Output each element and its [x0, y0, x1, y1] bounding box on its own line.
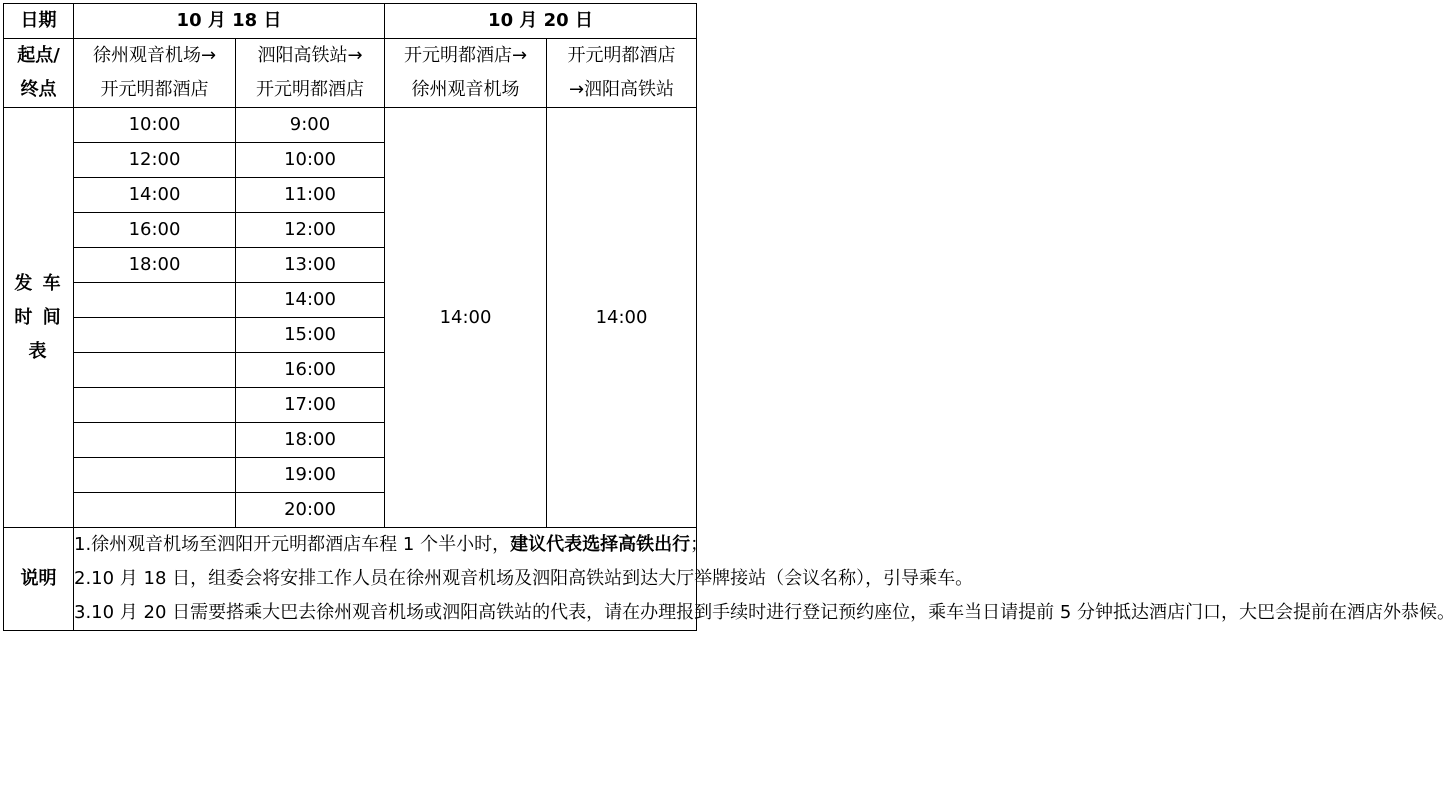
time-cell — [74, 423, 236, 458]
time-cell: 10:00 — [74, 108, 236, 143]
route-airport-to-hotel: 徐州观音机场→ 开元明都酒店 — [74, 39, 236, 108]
time-cell: 14:00 — [236, 283, 385, 318]
note-1: 1.徐州观音机场至泗阳开元明都酒店车程 1 个半小时，建议代表选择高铁出行； — [74, 534, 709, 555]
note-1-emphasis: 建议代表选择高铁出行 — [510, 534, 691, 555]
time-cell: 12:00 — [74, 143, 236, 178]
note-2: 2.10 月 18 日，组委会将安排工作人员在徐州观音机场及泗阳高铁站到达大厅举牌接站（会议名称），引导乘车。 — [74, 568, 974, 589]
route-hotel-to-hsr: 开元明都酒店 →泗阳高铁站 — [547, 39, 697, 108]
timetable-label: 发 车 时 间 表 — [4, 108, 74, 528]
time-cell: 19:00 — [236, 458, 385, 493]
date-oct-20: 10 月 20 日 — [385, 4, 697, 39]
time-cell: 10:00 — [236, 143, 385, 178]
time-cell: 14:00 — [74, 178, 236, 213]
time-cell: 16:00 — [74, 213, 236, 248]
time-cell: 11:00 — [236, 178, 385, 213]
route-hsr-to-hotel: 泗阳高铁站→ 开元明都酒店 — [236, 39, 385, 108]
notes-content — [74, 528, 1455, 631]
note-3: 3.10 月 20 日需要搭乘大巴去徐州观音机场或泗阳高铁站的代表，请在办理报到手续时进行登记预约座位，乘车当日请提前 5 分钟抵达酒店门口，大巴会提前在酒店外恭候。 — [74, 602, 1455, 623]
time-cell: 15:00 — [236, 318, 385, 353]
time-cell — [74, 283, 236, 318]
shuttle-schedule-table — [3, 3, 1455, 631]
timetable-row — [4, 108, 697, 143]
time-cell: 16:00 — [236, 353, 385, 388]
time-cell — [74, 353, 236, 388]
time-cell — [74, 493, 236, 528]
date-oct-18: 10 月 18 日 — [74, 4, 385, 39]
date-label: 日期 — [4, 4, 74, 39]
time-hotel-to-hsr: 14:00 — [547, 108, 697, 528]
time-cell: 17:00 — [236, 388, 385, 423]
notes-row — [4, 528, 697, 631]
time-cell — [74, 458, 236, 493]
date-row — [4, 4, 697, 39]
notes-label: 说明 — [4, 528, 74, 631]
time-hotel-to-airport: 14:00 — [385, 108, 547, 528]
time-cell: 20:00 — [236, 493, 385, 528]
time-cell: 18:00 — [74, 248, 236, 283]
time-cell — [74, 318, 236, 353]
time-cell: 13:00 — [236, 248, 385, 283]
time-cell: 18:00 — [236, 423, 385, 458]
route-hotel-to-airport: 开元明都酒店→ 徐州观音机场 — [385, 39, 547, 108]
time-cell — [74, 388, 236, 423]
route-label: 起点/ 终点 — [4, 39, 74, 108]
route-row — [4, 39, 697, 108]
time-cell: 9:00 — [236, 108, 385, 143]
time-cell: 12:00 — [236, 213, 385, 248]
